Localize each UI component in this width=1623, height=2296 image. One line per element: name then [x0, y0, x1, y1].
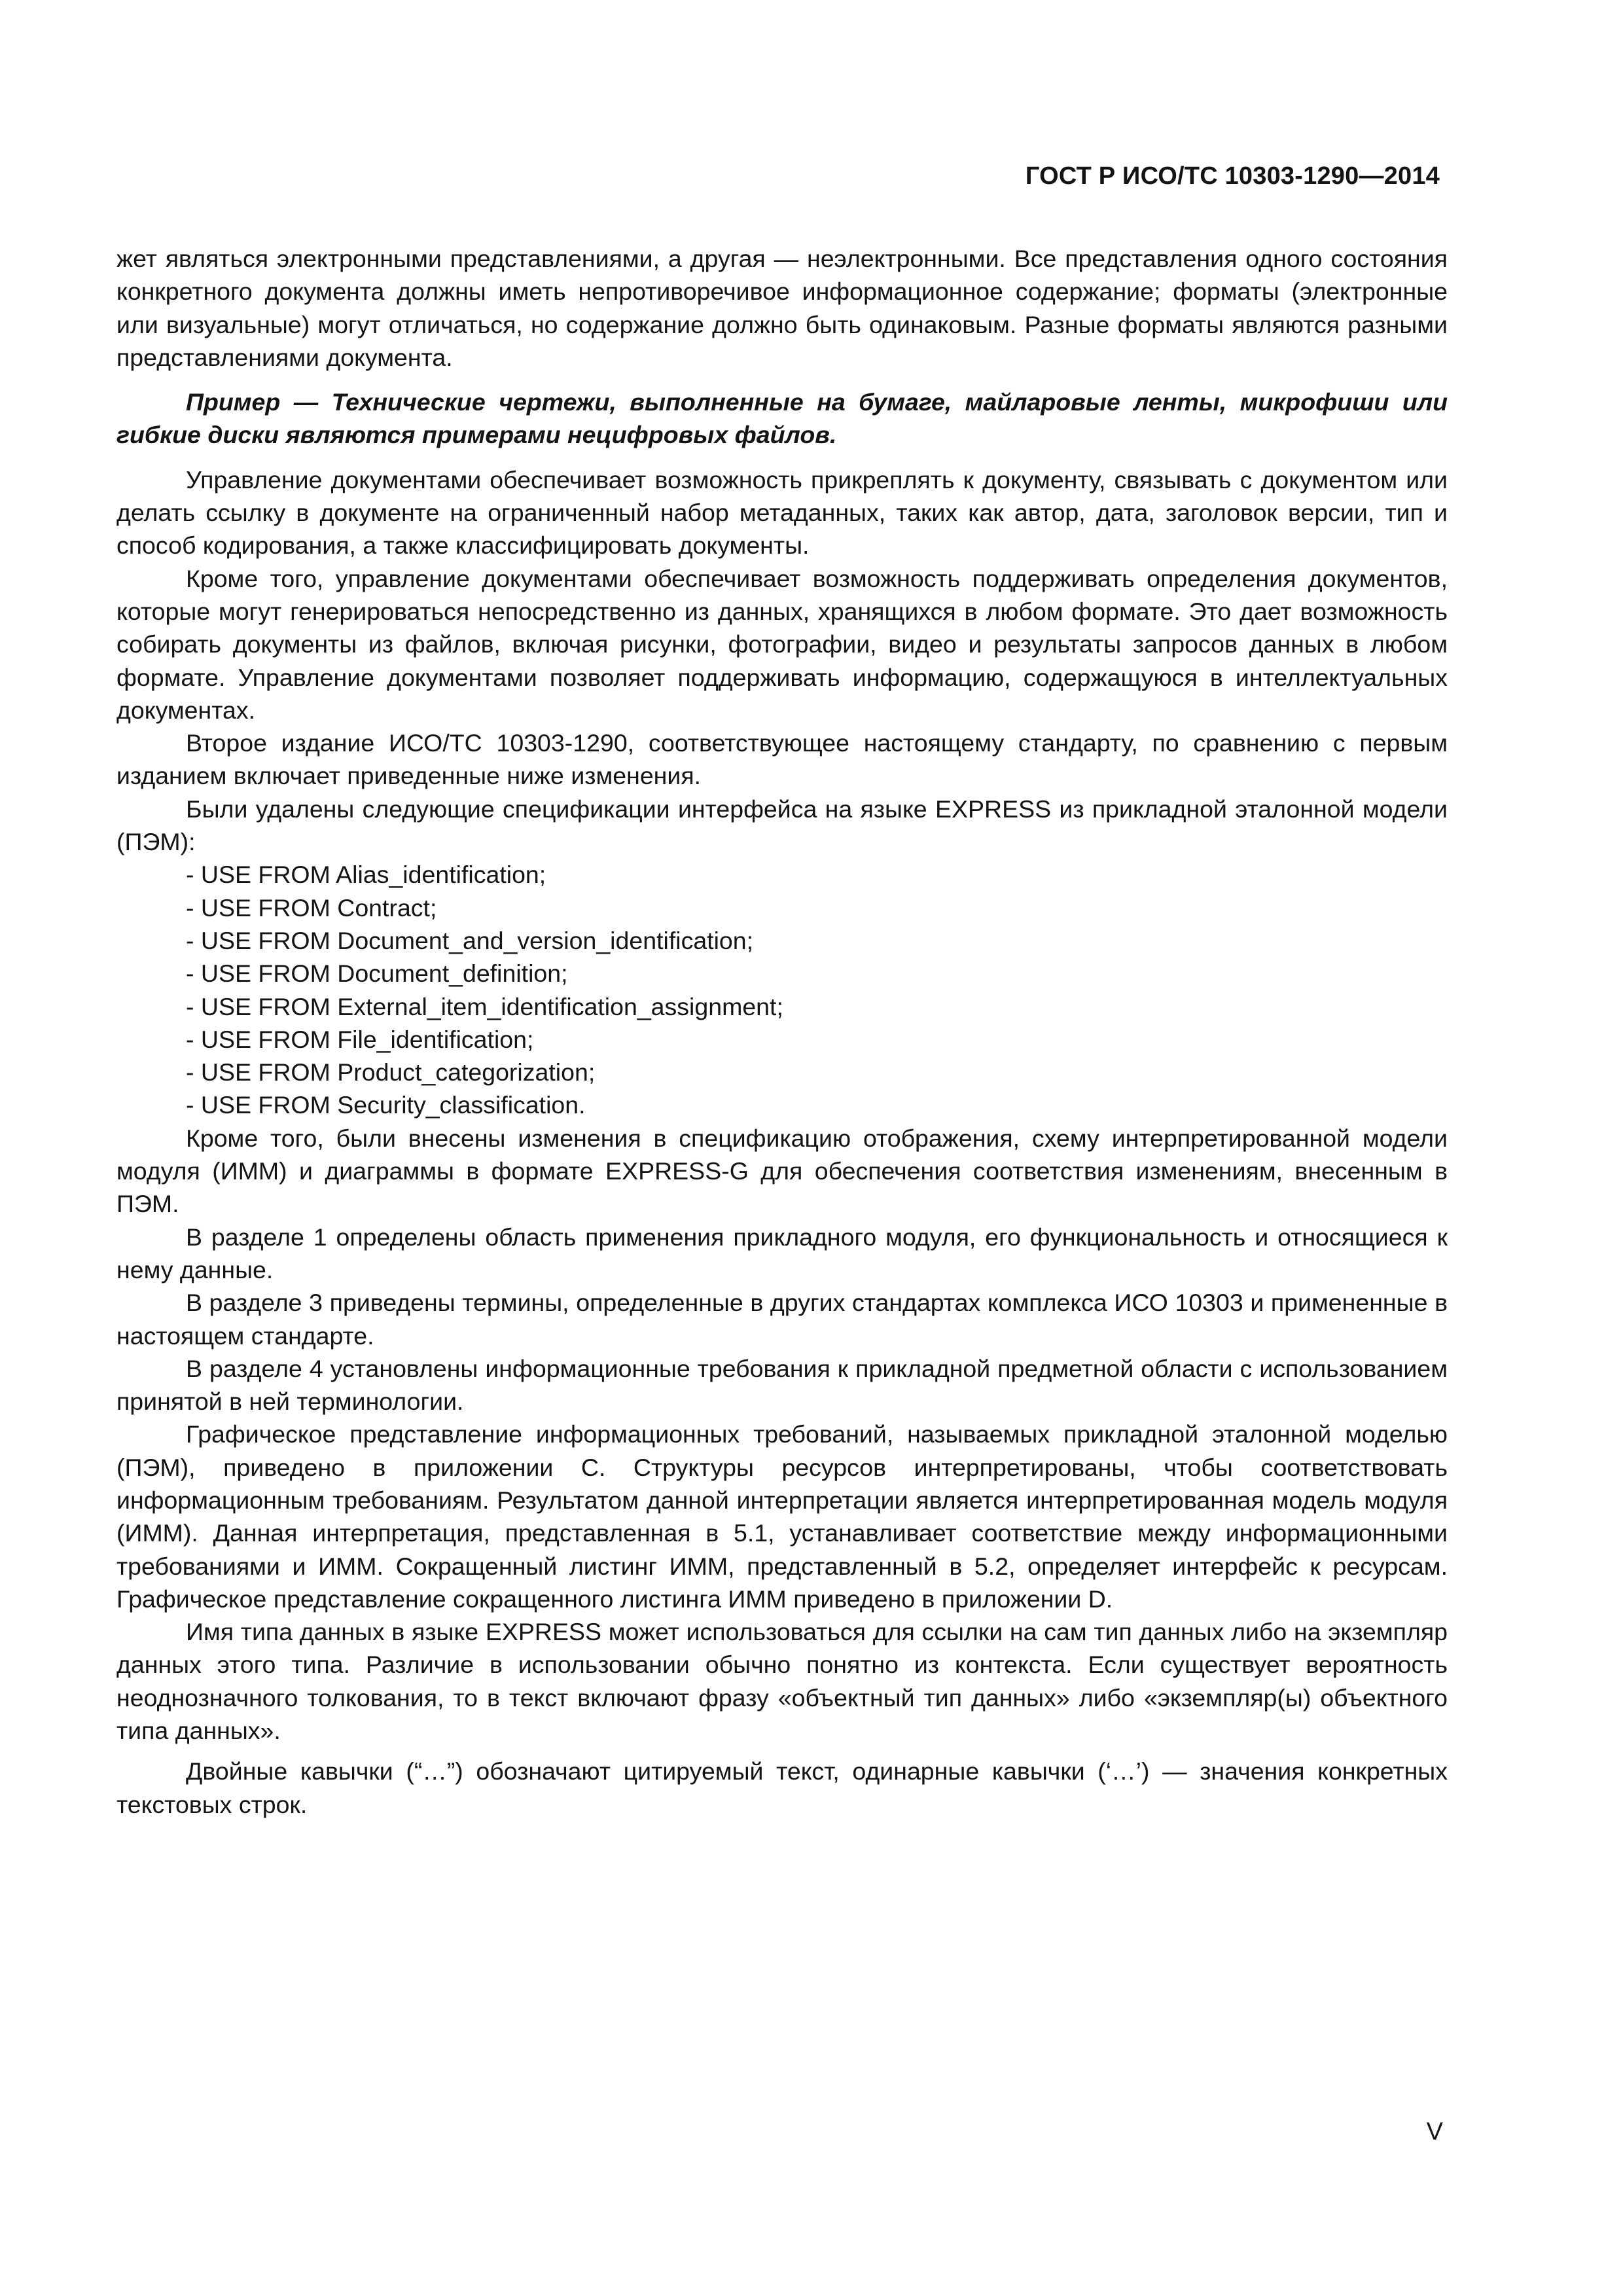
example-note: Пример — Технические чертежи, выполненные на бумаге, майларовые ленты, микрофиши или гибкие диски являются примерами нецифровых файлов.	[116, 388, 1448, 449]
list-item: - USE FROM Security_classification.	[186, 1091, 586, 1119]
paragraph-second-edition: Второе издание ИСО/ТС 10303-1290, соответствующее настоящему стандарту, по сравнению с первым изданием включает приведенные ниже изменения.	[116, 729, 1448, 790]
paragraph-quotes: Двойные кавычки (“…”) обозначают цитируемый текст, одинарные кавычки (‘…’) — значения конкретных текстовых строк.	[116, 1757, 1448, 1818]
paragraph-section-1: В разделе 1 определены область применения прикладного модуля, его функциональность и относящиеся к нему данные.	[116, 1223, 1448, 1283]
use-from-list	[116, 858, 1448, 1121]
paragraph-management: Управление документами обеспечивает возможность прикреплять к документу, связывать с документом или делать ссылку в документе на ограниченный набор метаданных, таких как автор, дата, заголовок версии, тип и способ кодирования, а также классифицировать документы.	[116, 465, 1448, 560]
list-item: - USE FROM Contract;	[186, 893, 437, 922]
list-item: - USE FROM Document_definition;	[186, 960, 568, 988]
paragraph-section-3: В разделе 3 приведены термины, определенные в других стандартах комплекса ИСО 10303 и примененные в настоящем стандарте.	[116, 1289, 1448, 1350]
paragraph-removed: Были удалены следующие спецификации интерфейса на языке EXPRESS из прикладной эталонной модели (ПЭМ):	[116, 795, 1448, 856]
list-item: - USE FROM Document_and_version_identification;	[186, 926, 754, 954]
paragraph-changes: Кроме того, были внесены изменения в спецификацию отображения, схему интерпретированной модели модуля (ИММ) и диаграммы в формате EXPRESS-G для обеспечения соответствия изменениям, внесенным в ПЭМ.	[116, 1124, 1448, 1218]
list-item: - USE FROM Alias_identification;	[186, 861, 546, 889]
page-number: V	[1426, 2118, 1443, 2145]
standard-header: ГОСТ Р ИСО/ТС 10303-1290—2014	[1025, 162, 1440, 190]
paragraph-intro: жет являться электронными представлениями, а другая — неэлектронными. Все представления одного состояния конкретного документа должны иметь непротиворечивое информационное содержание; форматы (электронные или визуальные) могут отличаться, но содержание должно быть одинаковым. Разные форматы являются разными представлениями документа.	[116, 245, 1448, 371]
paragraph-type-name: Имя типа данных в языке EXPRESS может использоваться для ссылки на сам тип данных либо на экземпляр данных этого типа. Различие в использовании обычно понятно из контекста. Если существует вероятность неоднозначного толкования, то в текст включают фразу «объектный тип данных» либо «экземпляр(ы) объектного типа данных».	[116, 1618, 1448, 1745]
page-content	[116, 242, 1448, 1821]
list-item: - USE FROM File_identification;	[186, 1025, 534, 1053]
paragraph-section-4: В разделе 4 установлены информационные требования к прикладной предметной области с использованием принятой в ней терминологии.	[116, 1354, 1448, 1416]
list-item: - USE FROM Product_categorization;	[186, 1058, 596, 1086]
paragraph-graphic: Графическое представление информационных требований, называемых прикладной эталонной моделью (ПЭМ), приведено в приложении С. Структуры ресурсов интерпретированы, чтобы соответствовать информационным требованиям. Результатом данной интерпретации является интерпретированная модель модуля (ИММ). Данная интерпретация, представленная в 5.1, устанавливает соответствие между информационными требованиями и ИММ. Сокращенный листинг ИММ, представленный в 5.2, определяет интерфейс к ресурсам. Графическое представление сокращенного листинга ИММ приведено в приложении D.	[116, 1420, 1448, 1613]
paragraph-moreover: Кроме того, управление документами обеспечивает возможность поддерживать определения документов, которые могут генерироваться непосредственно из данных, хранящихся в любом формате. Это дает возможность собирать документы из файлов, включая рисунки, фотографии, видео и результаты запросов данных в любом формате. Управление документами позволяет поддерживать информацию, содержащуюся в интеллектуальных документах.	[116, 564, 1448, 724]
list-item: - USE FROM External_item_identification_assignment;	[186, 992, 783, 1020]
